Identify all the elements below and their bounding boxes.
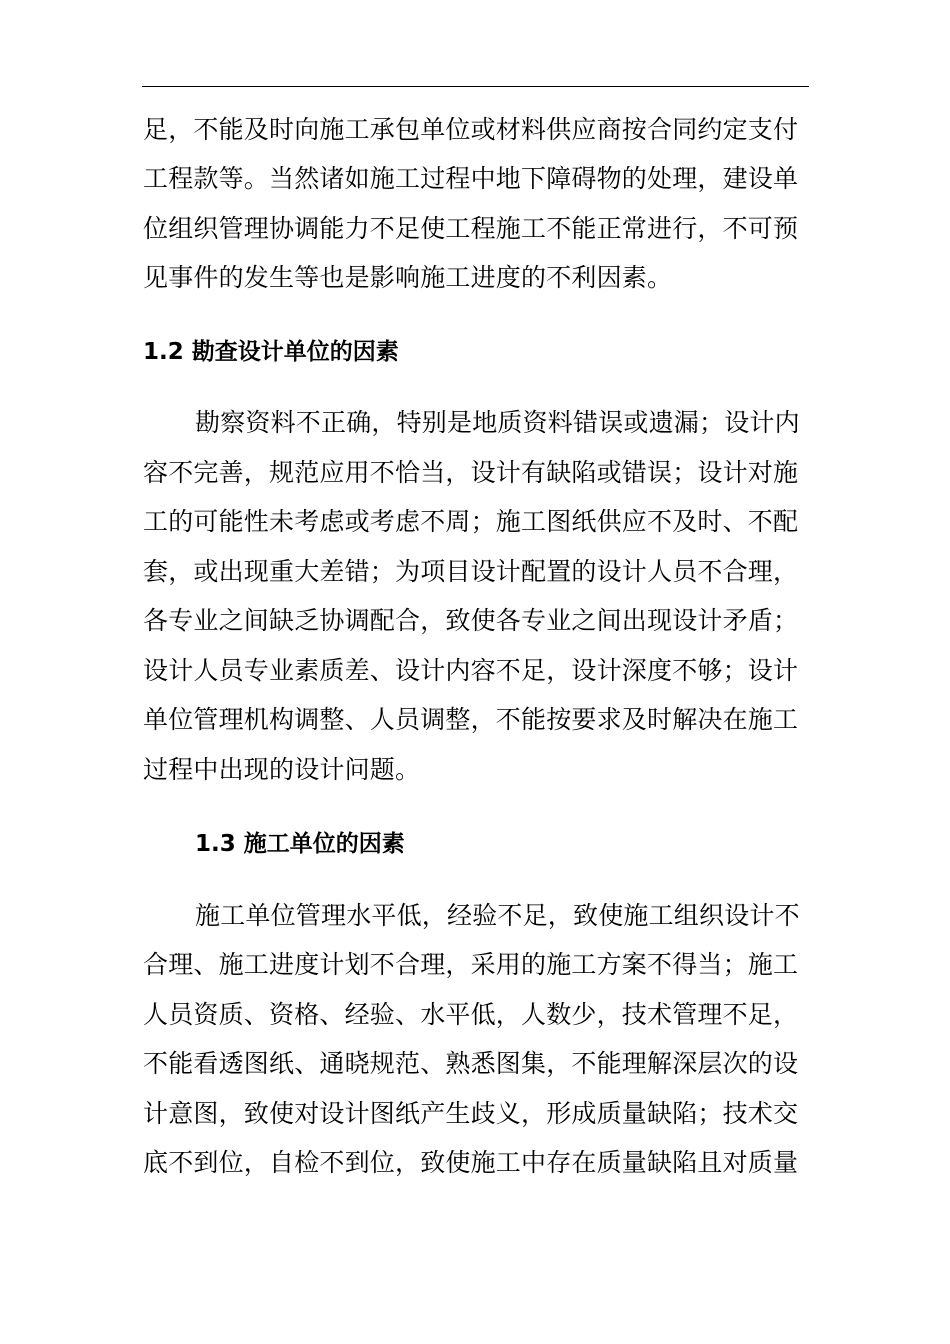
paragraph-line: 人员资质、资格、经验、水平低，人数少，技术管理不足， <box>143 1000 799 1029</box>
paragraph-line: 勘察资料不正确，特别是地质资料错误或遗漏；设计内 <box>195 408 800 437</box>
paragraph-line: 各专业之间缺乏协调配合，致使各专业之间出现设计矛盾； <box>143 606 799 635</box>
paragraph-line: 计意图，致使对设计图纸产生歧义，形成质量缺陷；技术交 <box>143 1099 799 1128</box>
paragraph-line: 设计人员专业素质差、设计内容不足，设计深度不够；设计 <box>143 656 799 685</box>
paragraph-line: 套，或出现重大差错；为项目设计配置的设计人员不合理， <box>143 557 799 586</box>
paragraph-line: 不能看透图纸、通晓规范、熟悉图集，不能理解深层次的设 <box>143 1049 799 1078</box>
paragraph-line: 单位管理机构调整、人员调整，不能按要求及时解决在施工 <box>143 705 799 734</box>
paragraph-line: 见事件的发生等也是影响施工进度的不利因素。 <box>143 263 673 292</box>
paragraph-line: 位组织管理协调能力不足使工程施工不能正常进行，不可预 <box>143 214 799 243</box>
paragraph-line: 容不完善，规范应用不恰当，设计有缺陷或错误；设计对施 <box>143 458 799 487</box>
paragraph-line: 施工单位管理水平低，经验不足，致使施工组织设计不 <box>195 901 800 930</box>
paragraph-line: 工程款等。当然诸如施工过程中地下障碍物的处理，建设单 <box>143 164 799 193</box>
paragraph-line: 合理、施工进度计划不合理，采用的施工方案不得当；施工 <box>143 950 799 979</box>
paragraph-line: 工的可能性未考虑或考虑不周；施工图纸供应不及时、不配 <box>143 507 799 536</box>
section-heading-1-3: 1.3 施工单位的因素 <box>195 831 405 857</box>
paragraph-line: 足，不能及时向施工承包单位或材料供应商按合同约定支付 <box>143 115 799 144</box>
paragraph-line: 底不到位，自检不到位，致使施工中存在质量缺陷且对质量 <box>143 1148 799 1177</box>
header-rule <box>142 86 809 87</box>
section-heading-1-2: 1.2 勘查设计单位的因素 <box>143 339 399 365</box>
paragraph-line: 过程中出现的设计问题。 <box>143 755 421 784</box>
